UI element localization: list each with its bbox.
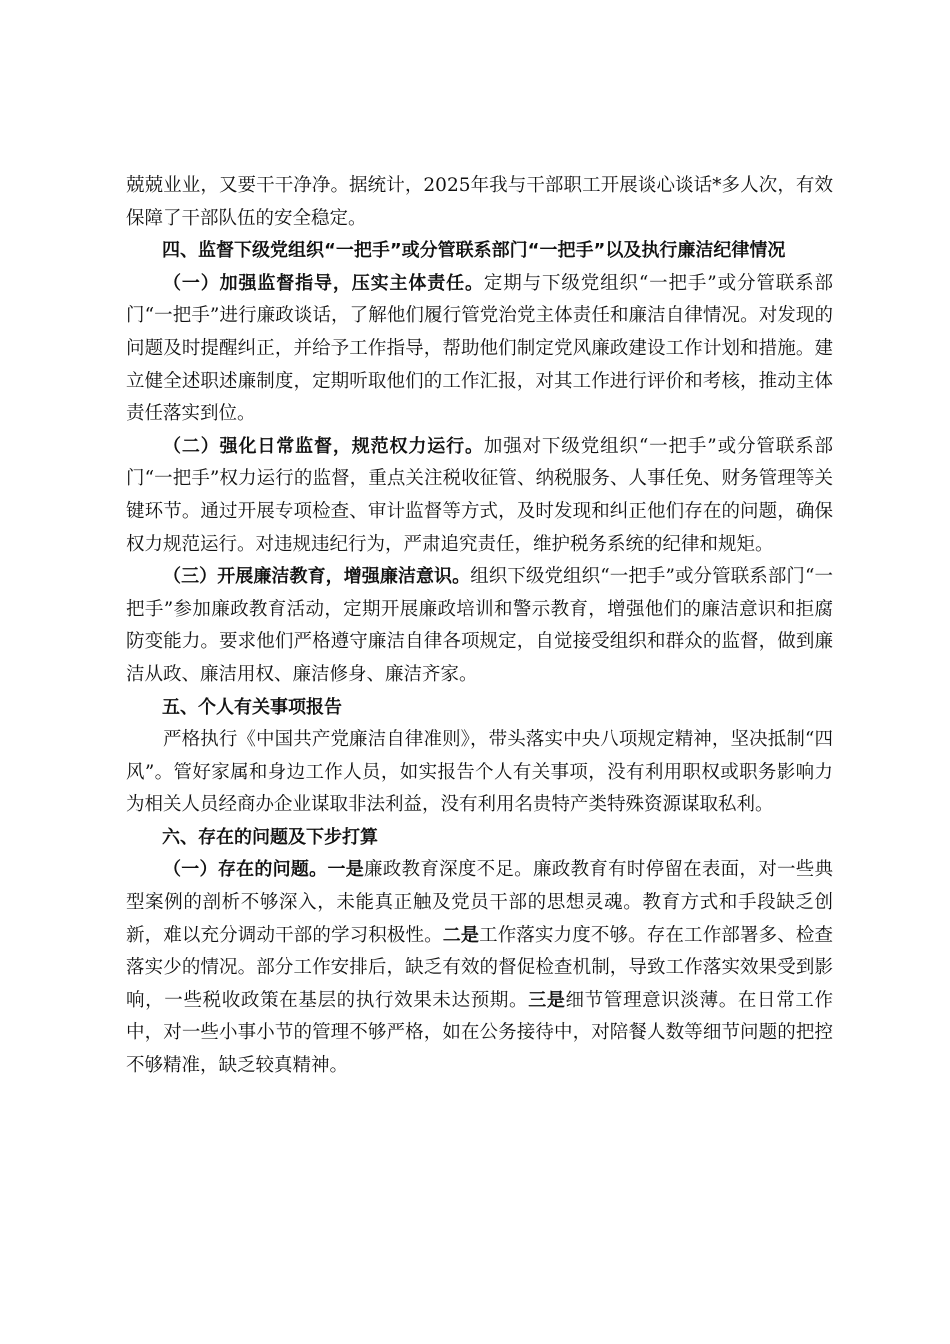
paragraph-body-2: 加强对下级党组织“一把手”或分管联系部门“一把手”权力运行的监督，重点关注税收征管、纳税服务、人事任免、财务管理等关键环节。通过开展专项检查、审计监督等方式，及时发现和纠正他们存在的问题，确保权力规范运行。对违规违纪行为，严肃追究责任，维护税务系统的纪律和规矩。 — [126, 435, 834, 555]
subheading-3: （三）开展廉洁教育，增强廉洁意识。 — [163, 566, 471, 588]
problem-text-2: 工作落实力度不够。存在工作部署多、检查落实少的情况。部分工作安排后，缺乏有效的督促检查机制，导致工作落实效果受到影响，一些税收政策在基层的执行效果未达预期。 — [126, 924, 833, 1011]
section-heading-6: 六、存在的问题及下步打算 — [162, 826, 378, 848]
section-heading-5: 五、个人有关事项报告 — [162, 696, 342, 718]
paragraph-daily-supervision — [126, 431, 833, 561]
paragraph-supervision-guidance — [126, 268, 833, 431]
subheading-1: （一）加强监督指导，压实主体责任。 — [163, 272, 484, 294]
document-page — [126, 170, 833, 1083]
paragraph-integrity-education — [126, 561, 833, 691]
marker-second: 二是 — [442, 924, 480, 946]
paragraph-existing-problems — [126, 854, 833, 1082]
paragraph-body-3: 组织下级党组织“一把手”或分管联系部门“一把手”参加廉政教育活动，定期开展廉政培训和警示教育，增强他们的廉洁意识和拒腐防变能力。要求他们严格遵守廉洁自律各项规定，自觉接受组织和群众的监督，做到廉洁从政、廉洁用权、廉洁修身、廉洁齐家。 — [126, 566, 834, 685]
problem-text-1: 廉政教育深度不足。廉政教育有时停留在表面，对一些典型案例的剖析不够深入，未能真正触及党员干部的思想灵魂。教育方式和手段缺乏创新，难以充分调动干部的学习积极性。 — [126, 859, 834, 946]
paragraph-body-1: 定期与下级党组织“一把手”或分管联系部门“一把手”进行廉政谈话，了解他们履行管党治党主体责任和廉洁自律情况。对发现的问题及时提醒纠正，并给予工作指导，帮助他们制定党风廉政建设工作计划和措施。建立健全述职述廉制度，定期听取他们的工作汇报，对其工作进行评价和考核，推动主体责任落实到位。 — [126, 272, 834, 425]
problem-text-3: 细节管理意识淡薄。在日常工作中，对一些小事小节的管理不够严格，如在公务接待中，对陪餐人数等细节问题的把控不够精准，缺乏较真精神。 — [126, 989, 833, 1077]
subheading-problems: （一）存在的问题。 — [163, 859, 328, 881]
marker-first: 一是 — [327, 859, 364, 881]
section-heading-4: 四、监督下级党组织“一把手”或分管联系部门“一把手”以及执行廉洁纪律情况 — [162, 240, 786, 262]
paragraph-personal-report: 严格执行《中国共产党廉洁自律准则》，带头落实中央八项规定精神，坚决抵制“四风”。管好家属和身边工作人员，如实报告个人有关事项，没有利用职权或职务影响力为相关人员经商办企业谋取非法利益，没有利用名贵特产类特殊资源谋取私利。 — [126, 729, 833, 816]
subheading-2: （二）强化日常监督，规范权力运行。 — [163, 435, 484, 457]
paragraph-continuation: 兢兢业业，又要干干净净。据统计，2025年我与干部职工开展谈心谈话*多人次，有效保障了干部队伍的安全稳定。 — [126, 175, 833, 229]
marker-third: 三是 — [528, 989, 566, 1011]
